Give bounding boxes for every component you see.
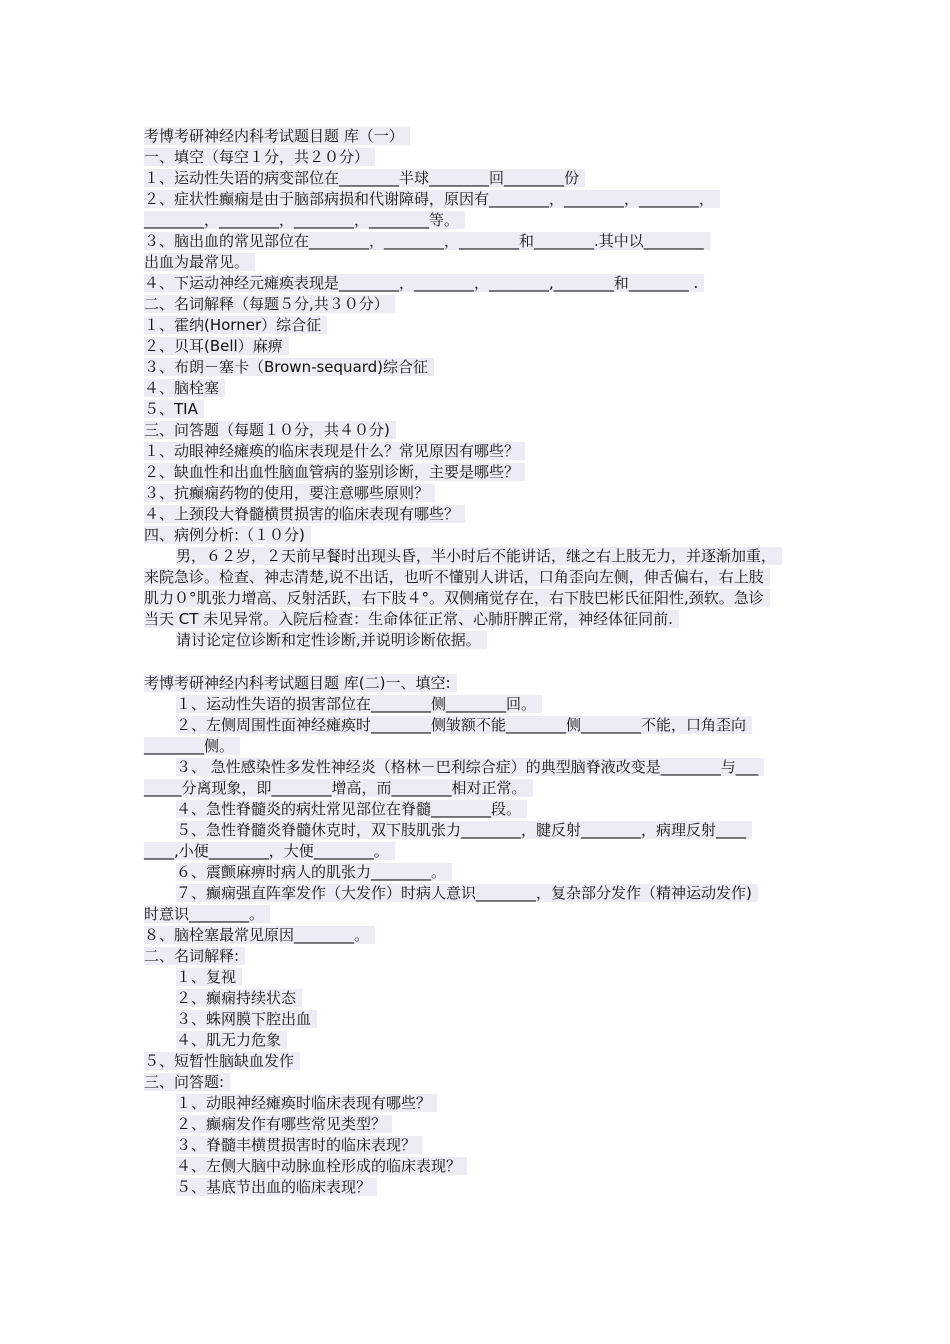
exam1-term-5: ５、TIA [144,400,204,418]
exam1-question-1: １、运动性失语的病变部位在________半球________回________份 [144,169,585,187]
exam1-qa-1: １、动眼神经瘫痪的临床表现是什么？常见原因有哪些？ [144,442,525,460]
exam2-qa-5: ５、基底节出血的临床表现？ [176,1178,377,1196]
exam2-fill-5: ５、急性脊髓炎脊髓休克时，双下肢肌张力________，腱反射________，病理反射____ [176,821,752,839]
case-text-line-4: 当天 CT 未见异常。入院后检查：生命体征正常、心肺肝脾正常，神经体征同前. [144,610,679,628]
exam2-term-5: ５、短暂性脑缺血发作 [144,1052,300,1070]
exam2-qa-2: ２、癫痫发作有哪些常见类型？ [176,1115,392,1133]
exam1-section-qa: 三、问答题（每题１０分，共４０分) [144,421,396,439]
section-spacer [144,651,814,673]
exam2-section-terms: 二、名词解释: [144,947,245,965]
exam2-fill-1: １、运动性失语的损害部位在________侧________回。 [176,695,542,713]
exam1-term-3: ３、布朗－塞卡（Brown-sequard)综合征 [144,358,434,376]
case-instruction: 请讨论定位诊断和定性诊断,并说明诊断依据。 [176,631,487,649]
exam2-term-3: ３、蛛网膜下腔出血 [176,1010,317,1028]
exam1-qa-4: ４、上颈段大脊髓横贯损害的临床表现有哪些？ [144,505,465,523]
exam1-term-4: ４、脑栓塞 [144,379,225,397]
exam2-qa-1: １、动眼神经瘫痪时临床表现有哪些？ [176,1094,437,1112]
exam1-question-4: ４、下运动神经元瘫痪表现是________，________，________,________和________ . [144,274,704,292]
exam2-fill-3-cont: _____分离现象，即________增高，而________相对正常。 [144,779,533,797]
exam1-section-case: 四、病例分析:（１０分) [144,526,311,544]
exam2-term-2: ２、癫痫持续状态 [176,989,302,1007]
exam2-fill-6: ６、震颤麻痹时病人的肌张力________。 [176,863,452,881]
exam1-qa-2: ２、缺血性和出血性脑血管病的鉴别诊断，主要是哪些？ [144,463,525,481]
exam2-term-1: １、复视 [176,968,242,986]
exam2-qa-3: ３、脊髓丰横贯损害时的临床表现？ [176,1136,422,1154]
exam1-question-3: ３、脑出血的常见部位在________，________，________和________.其中以________ [144,232,710,250]
exam1-question-2-cont: ________，________，________，________等。 [144,211,465,229]
exam1-qa-3: ３、抗癫痫药物的使用，要注意哪些原则？ [144,484,435,502]
exam2-term-4: ４、肌无力危象 [176,1031,287,1049]
exam1-section-terms: 二、名词解释（每题５分,共３０分） [144,295,395,313]
exam1-term-2: ２、贝耳(Bell）麻痹 [144,337,289,355]
exam2-fill-7: ７、癫痫强直阵挛发作（大发作）时病人意识________，复杂部分发作（精神运动发作) [176,884,758,902]
exam2-fill-2-cont: ________侧。 [144,737,240,755]
exam2-title: 考博考研神经内科考试题目题 库(二)一、填空: [144,674,457,692]
exam2-fill-2: ２、左侧周围性面神经瘫痪时________侧皱额不能________侧________不能，口角歪向 [176,716,752,734]
case-text-line-2: 来院急诊。检查、神志清楚,说不出话，也听不懂别人讲话，口角歪向左侧，伸舌偏右，右上肢 [144,568,770,586]
exam2-fill-7-cont: 时意识________。 [144,905,270,923]
case-text-line-3: 肌力０°肌张力增高、反射活跃，右下肢４°。双侧痛觉存在，右下肢巴彬氏征阳性,颈软。急诊 [144,589,770,607]
exam1-question-3-cont: 出血为最常见。 [144,253,255,271]
case-text-line-1: 男，６２岁，２天前早餐时出现头昏，半小时后不能讲话，继之右上肢无力，并逐渐加重， [176,547,782,565]
exam2-fill-4: ４、急性脊髓炎的病灶常见部位在脊髓________段。 [176,800,527,818]
exam1-title: 考博考研神经内科考试题目题 库（一） [144,127,410,145]
exam2-qa-4: ４、左侧大脑中动脉血栓形成的临床表现？ [176,1157,467,1175]
exam1-term-1: １、霍纳(Horner）综合征 [144,316,327,334]
document-body [144,126,814,1198]
exam2-fill-5-cont: ____,小便________，大便________。 [144,842,395,860]
exam1-section-fill-blank: 一、填空（每空１分，共２０分） [144,148,375,166]
exam2-section-qa: 三、问答题: [144,1073,230,1091]
exam1-question-2: ２、症状性癫痫是由于脑部病损和代谢障碍，原因有________，________，________， [144,190,720,208]
exam2-fill-8: ８、脑栓塞最常见原因________。 [144,926,375,944]
exam2-fill-3: ３、 急性感染性多发性神经炎（格林－巴利综合症）的典型脑脊液改变是________与___ [176,758,764,776]
